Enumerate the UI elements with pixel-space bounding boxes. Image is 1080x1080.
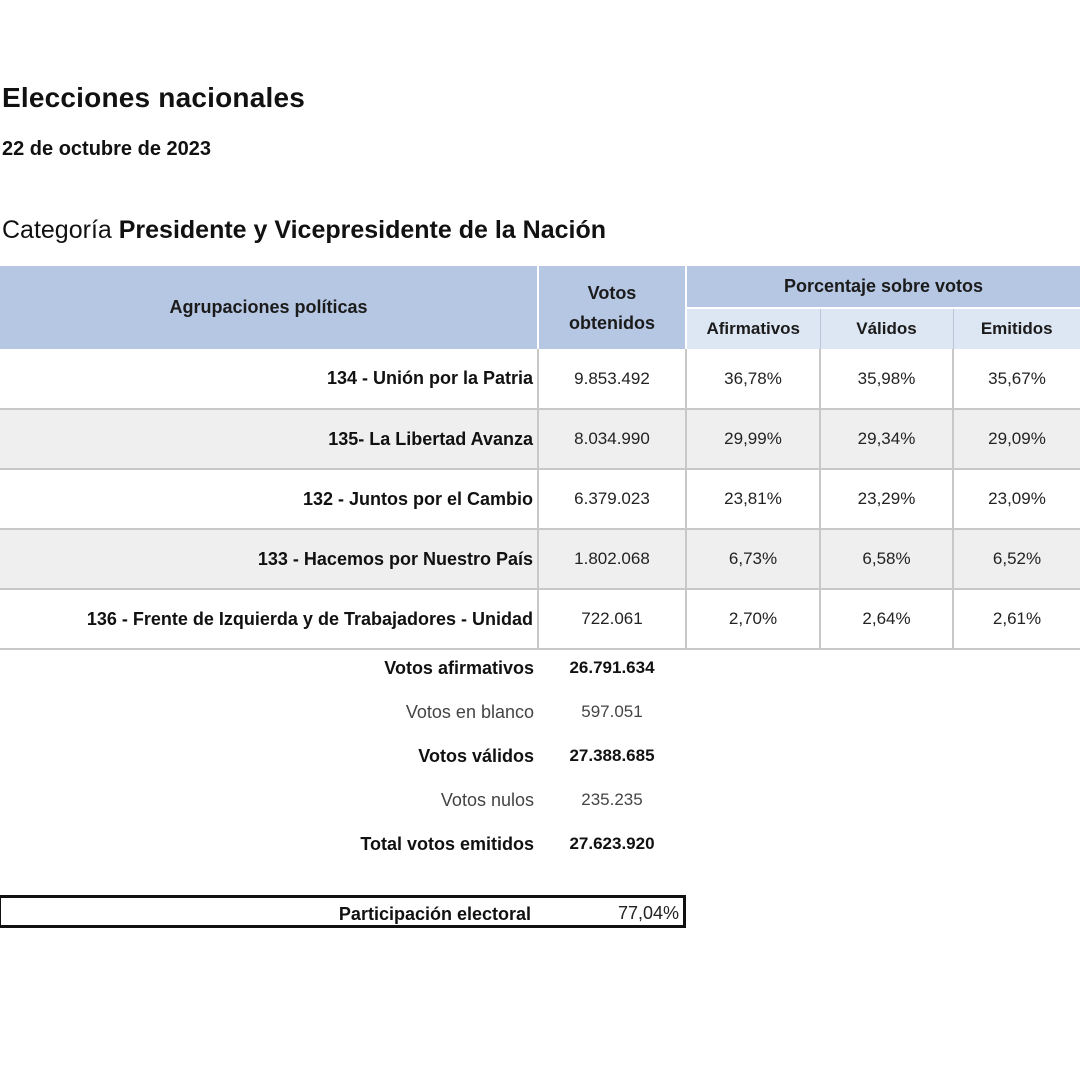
total-votes-value: 27.623.920 <box>569 834 655 853</box>
party-name: 136 - Frente de Izquierda y de Trabajadores - Unidad <box>0 589 538 649</box>
results-table <box>0 266 1080 650</box>
party-name: 134 - Unión por la Patria <box>0 349 538 409</box>
blank-votes-label: Votos en blanco <box>405 702 534 722</box>
table-row <box>0 529 1080 589</box>
votes-value: 722.061 <box>538 589 686 649</box>
summary-row-total <box>0 824 688 868</box>
affirmative-votes-value: 26.791.634 <box>569 658 655 677</box>
null-votes-value: 235.235 <box>581 790 643 809</box>
valid-pct: 35,98% <box>820 349 953 409</box>
summary-row-blank <box>0 692 688 736</box>
affirmative-pct: 36,78% <box>686 349 820 409</box>
emitted-pct: 2,61% <box>953 589 1080 649</box>
party-name: 133 - Hacemos por Nuestro País <box>0 529 538 589</box>
emitted-pct: 6,52% <box>953 529 1080 589</box>
votes-value: 8.034.990 <box>538 409 686 469</box>
summary-row-valid <box>0 736 688 780</box>
header-valid: Válidos <box>820 308 953 349</box>
participation-value: 77,04% <box>617 903 679 923</box>
affirmative-votes-label: Votos afirmativos <box>384 658 534 678</box>
emitted-pct: 23,09% <box>953 469 1080 529</box>
valid-pct: 2,64% <box>820 589 953 649</box>
valid-pct: 23,29% <box>820 469 953 529</box>
affirmative-pct: 6,73% <box>686 529 820 589</box>
header-emitted: Emitidos <box>953 308 1080 349</box>
votes-value: 6.379.023 <box>538 469 686 529</box>
category-prefix: Categoría <box>2 216 112 244</box>
header-affirmative: Afirmativos <box>686 308 820 349</box>
participation-label: Participación electoral <box>338 904 531 924</box>
affirmative-pct: 23,81% <box>686 469 820 529</box>
votes-value: 1.802.068 <box>538 529 686 589</box>
table-row <box>0 589 1080 649</box>
affirmative-pct: 29,99% <box>686 409 820 469</box>
table-row <box>0 469 1080 529</box>
vote-summary <box>0 648 688 868</box>
valid-votes-value: 27.388.685 <box>569 746 655 765</box>
party-name: 135- La Libertad Avanza <box>0 409 538 469</box>
null-votes-label: Votos nulos <box>440 790 534 810</box>
valid-pct: 29,34% <box>820 409 953 469</box>
summary-row-affirmative <box>0 648 688 692</box>
total-votes-label: Total votos emitidos <box>360 834 534 854</box>
page-title: Elecciones nacionales <box>2 82 306 113</box>
affirmative-pct: 2,70% <box>686 589 820 649</box>
valid-votes-label: Votos válidos <box>418 746 534 766</box>
election-date: 22 de octubre de 2023 <box>2 138 211 160</box>
emitted-pct: 29,09% <box>953 409 1080 469</box>
emitted-pct: 35,67% <box>953 349 1080 409</box>
category-heading <box>2 216 606 245</box>
table-row <box>0 409 1080 469</box>
header-votes: Votos obtenidos <box>538 266 686 349</box>
table-row <box>0 349 1080 409</box>
valid-pct: 6,58% <box>820 529 953 589</box>
party-name: 132 - Juntos por el Cambio <box>0 469 538 529</box>
header-percentage-group: Porcentaje sobre votos <box>686 266 1080 308</box>
votes-value: 9.853.492 <box>538 349 686 409</box>
summary-row-null <box>0 780 688 824</box>
category-name: Presidente y Vicepresidente de la Nación <box>118 216 606 244</box>
participation-box <box>0 895 686 928</box>
blank-votes-value: 597.051 <box>581 702 643 721</box>
header-party: Agrupaciones políticas <box>0 266 538 349</box>
